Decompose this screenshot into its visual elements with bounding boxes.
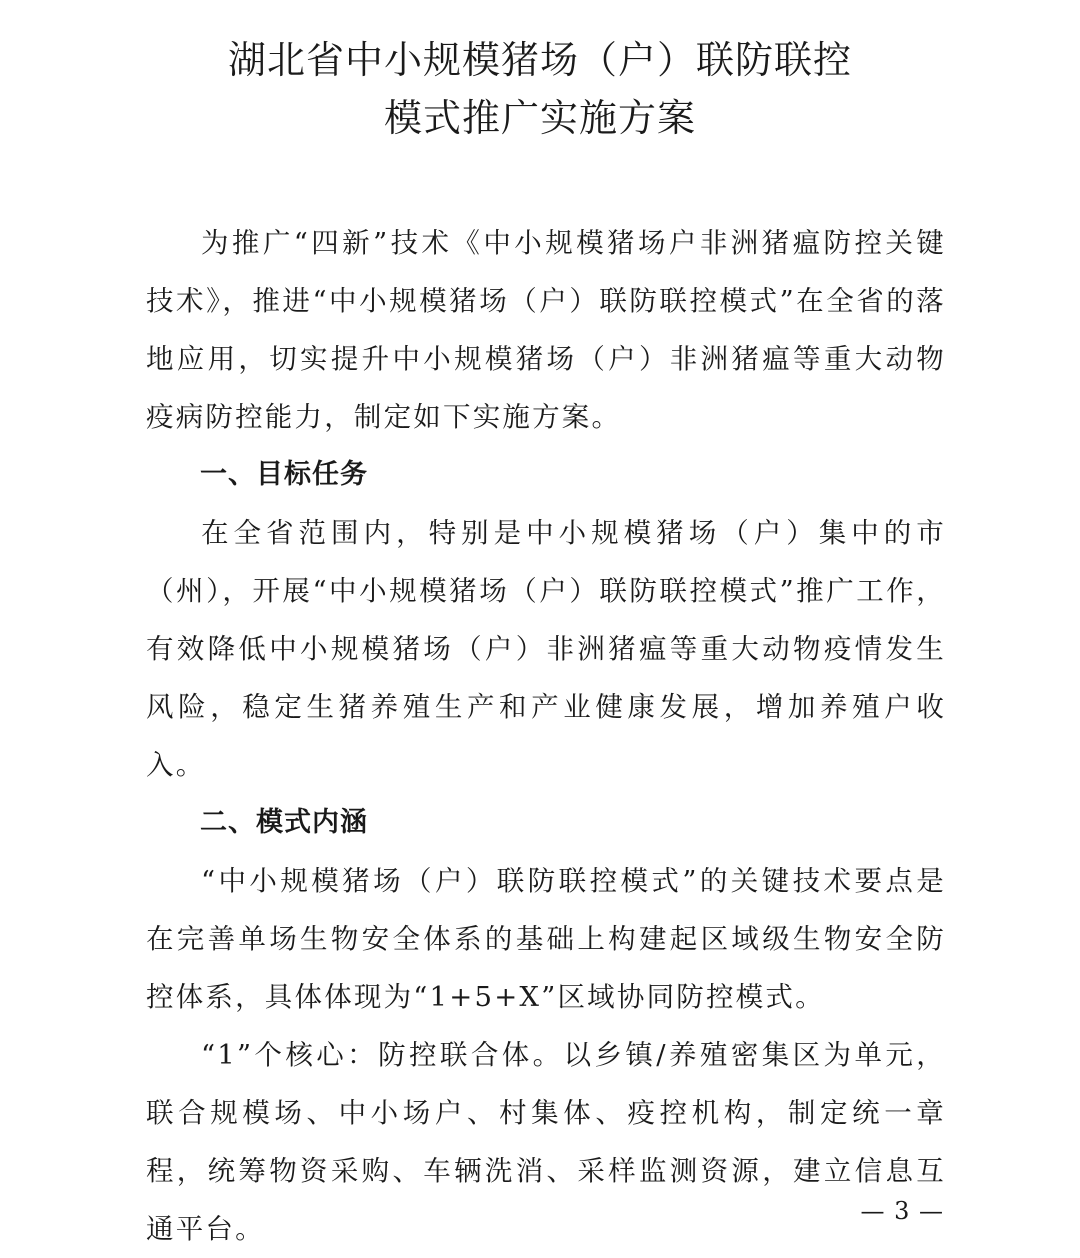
page-number: — 3 — (860, 1197, 944, 1225)
document-title-line-1: 湖北省中小规模猪场（户）联防联控 (227, 38, 852, 82)
section-1-paragraph: 在全省范围内，特别是中小规模猪场（户）集中的市（州），开展“中小规模猪场（户）联防联控模式”推广工作，有效降低中小规模猪场（户）非洲猪瘟等重大动物疫情发生风险，稳定生猪养殖生产和产业健康发展，增加养殖户收入。 (146, 517, 946, 781)
section-2-paragraph-2: “1”个核心：防控联合体。以乡镇/养殖密集区为单元，联合规模场、中小场户、村集体、疫控机构，制定统一章程，统筹物资采购、车辆洗消、采样监测资源，建立信息互通平台。 (146, 1039, 946, 1245)
document-title-line-2: 模式推广实施方案 (383, 96, 696, 140)
section-1-heading: 一、目标任务 (200, 459, 368, 490)
section-2-heading: 二、模式内涵 (200, 807, 368, 838)
section-2-paragraph-1: “中小规模猪场（户）联防联控模式”的关键技术要点是在完善单场生物安全体系的基础上构建起区域级生物安全防控体系，具体体现为“1+5+X”区域协同防控模式。 (146, 865, 946, 1013)
intro-paragraph: 为推广“四新”技术《中小规模猪场户非洲猪瘟防控关键技术》，推进“中小规模猪场（户）联防联控模式”在全省的落地应用，切实提升中小规模猪场（户）非洲猪瘟等重大动物疫病防控能力，制定如下实施方案。 (146, 227, 946, 433)
document-body (146, 214, 946, 1258)
